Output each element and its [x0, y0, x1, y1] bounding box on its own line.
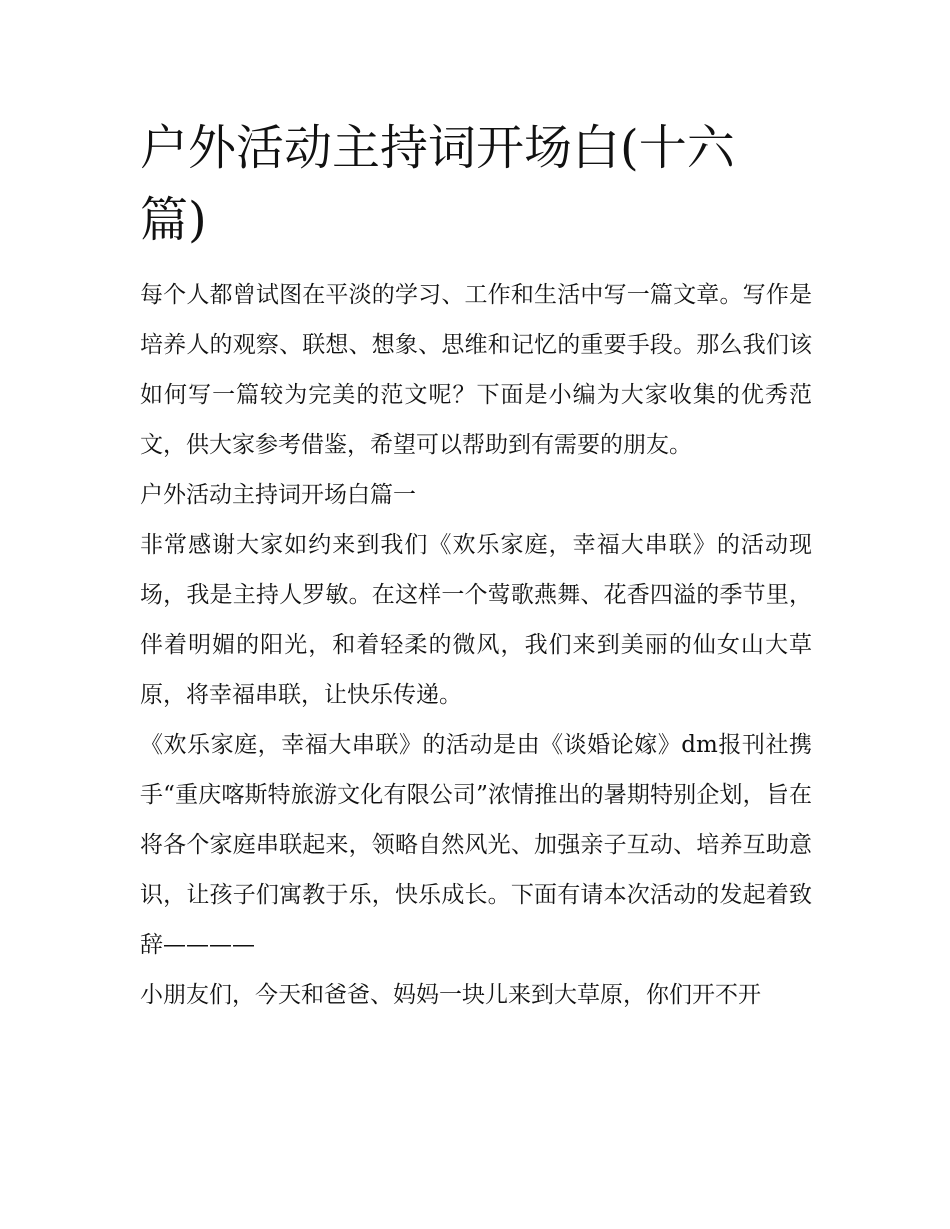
body-paragraph-3: 小朋友们，今天和爸爸、妈妈一块儿来到大草原，你们开不开 [140, 982, 761, 1008]
body-paragraph-2: 《欢乐家庭，幸福大串联》的活动是由《谈婚论嫁》dm报刊社携手“重庆喀斯特旅游文化有限公司”浓情推出的暑期特别企划，旨在将各个家庭串联起来，领略自然风光、加强亲子互动、培养互助意识，让孩子们寓教于乐，快乐成长。下面有请本次活动的发起着致辞———— [140, 732, 812, 958]
body-paragraph-1: 非常感谢大家如约来到我们《欢乐家庭，幸福大串联》的活动现场，我是主持人罗敏。在这样一个莺歌燕舞、花香四溢的季节里，伴着明媚的阳光，和着轻柔的微风，我们来到美丽的仙女山大草原，将幸福串联，让快乐传递。 [140, 532, 812, 708]
document-page [140, 112, 812, 1020]
document-title: 户外活动主持词开场白(十六篇) [140, 120, 735, 248]
intro-paragraph: 每个人都曾试图在平淡的学习、工作和生活中写一篇文章。写作是培养人的观察、联想、想象、思维和记忆的重要手段。那么我们该如何写一篇较为完美的范文呢？下面是小编为大家收集的优秀范文，供大家参考借鉴，希望可以帮助到有需要的朋友。 [140, 282, 812, 458]
section-heading-1: 户外活动主持词开场白篇一 [140, 482, 416, 508]
